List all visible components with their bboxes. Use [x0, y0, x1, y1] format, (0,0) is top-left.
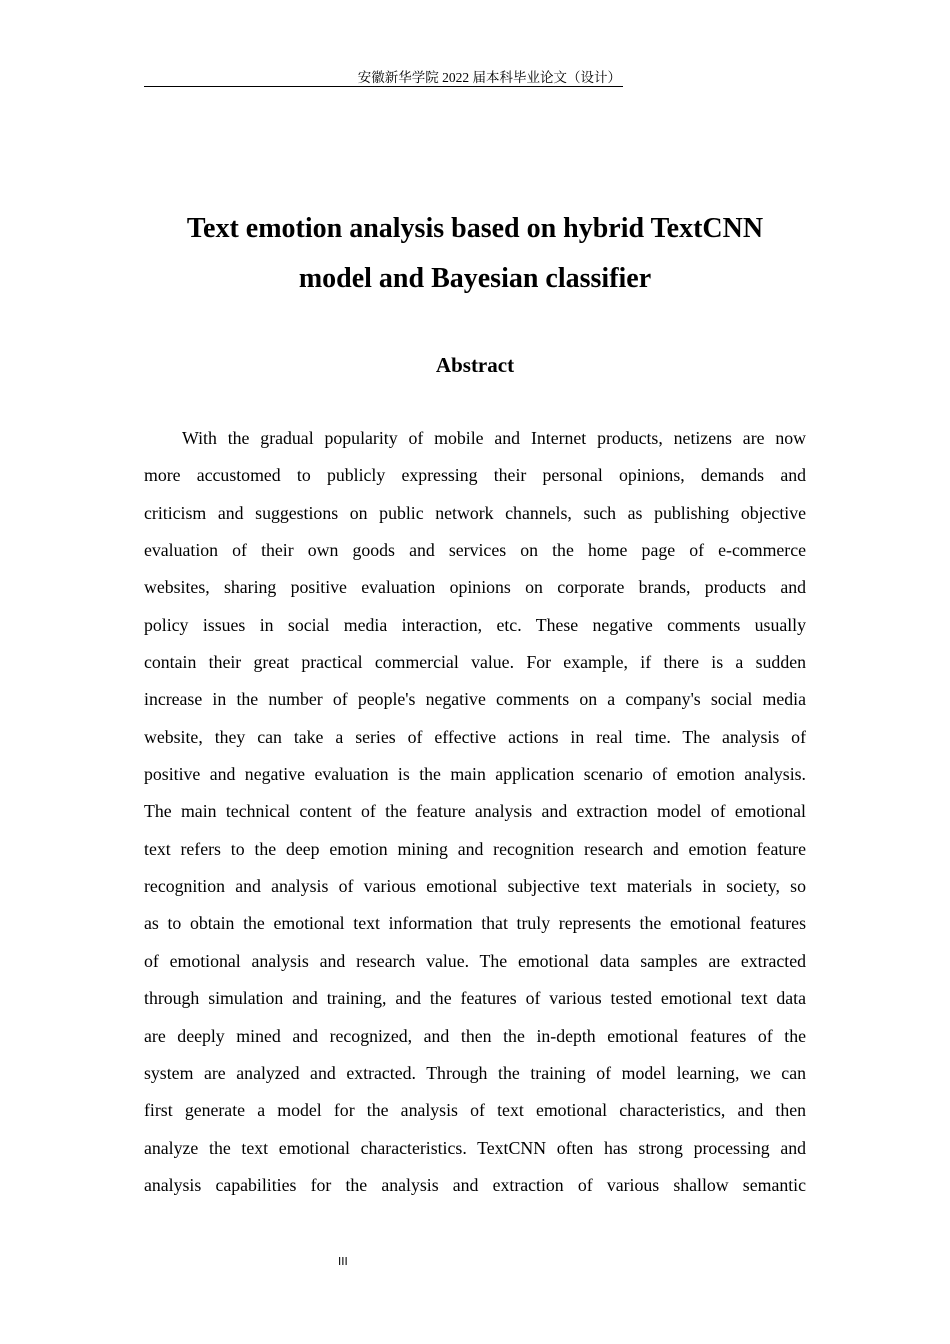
- abstract-line-text: websites, sharing positive evaluation opinions on corporate brands, products and: [144, 577, 806, 598]
- title-line-2: model and Bayesian classifier: [298, 263, 652, 294]
- abstract-line: [144, 756, 806, 793]
- abstract-line: [144, 569, 806, 606]
- abstract-line: [144, 1130, 806, 1167]
- abstract-line-text: increase in the number of people's negative comments on a company's social media: [144, 689, 806, 710]
- abstract-line: [144, 831, 806, 868]
- abstract-line: [144, 1167, 806, 1204]
- abstract-heading: Abstract: [435, 353, 515, 377]
- page-header: [144, 68, 623, 87]
- abstract-line-text: recognition and analysis of various emotional subjective text materials in society, so: [144, 876, 806, 897]
- abstract-line: [144, 1092, 806, 1129]
- abstract-line: [144, 793, 806, 830]
- abstract-line: [144, 905, 806, 942]
- abstract-line-text: positive and negative evaluation is the main application scenario of emotion analysis.: [144, 764, 806, 785]
- abstract-line: [144, 719, 806, 756]
- abstract-line-text: criticism and suggestions on public network channels, such as publishing objective: [144, 502, 806, 523]
- abstract-line: [144, 868, 806, 905]
- abstract-line-text: system are analyzed and extracted. Through the training of model learning, we can: [144, 1062, 806, 1083]
- abstract-line-text: policy issues in social media interaction, etc. These negative comments usually: [144, 614, 806, 635]
- abstract-line: [144, 681, 806, 718]
- abstract-line: [144, 495, 806, 532]
- abstract-line-text: evaluation of their own goods and services on the home page of e-commerce: [144, 540, 806, 561]
- abstract-line-text: are deeply mined and recognized, and then the in-depth emotional features of the: [144, 1025, 806, 1046]
- abstract-line-text: text refers to the deep emotion mining and recognition research and emotion feature: [144, 838, 806, 859]
- abstract-line-text: analysis capabilities for the analysis and extraction of various shallow semantic: [144, 1174, 806, 1195]
- paper-title: [144, 204, 806, 304]
- abstract-line-text: The main technical content of the feature analysis and extraction model of emotional: [144, 801, 806, 822]
- abstract-line-text: With the gradual popularity of mobile and Internet products, netizens are now: [182, 428, 806, 448]
- abstract-line: [144, 532, 806, 569]
- abstract-line: [144, 1055, 806, 1092]
- abstract-line-text: more accustomed to publicly expressing their personal opinions, demands and: [144, 465, 806, 486]
- title-line-1: Text emotion analysis based on hybrid TextCNN: [186, 213, 764, 244]
- abstract-body: [144, 420, 806, 1210]
- abstract-line: [144, 943, 806, 980]
- abstract-line: [144, 1018, 806, 1055]
- header-text: 安徽新华学院 2022 届本科毕业论文（设计）: [357, 70, 621, 85]
- abstract-line-text: analyze the text emotional characteristics. TextCNN often has strong processing and: [144, 1137, 806, 1158]
- abstract-line: [144, 980, 806, 1017]
- abstract-line-text: of emotional analysis and research value. The emotional data samples are extracted: [144, 950, 806, 971]
- abstract-line: [144, 457, 806, 494]
- abstract-line: [144, 607, 806, 644]
- abstract-line-text: website, they can take a series of effective actions in real time. The analysis of: [144, 726, 806, 747]
- abstract-line: [144, 644, 806, 681]
- abstract-line-text: as to obtain the emotional text information that truly represents the emotional features: [144, 913, 806, 934]
- abstract-line: [144, 420, 806, 457]
- abstract-line-text: contain their great practical commercial value. For example, if there is a sudden: [144, 652, 806, 673]
- abstract-line-text: first generate a model for the analysis of text emotional characteristics, and then: [144, 1100, 806, 1121]
- abstract-line-text: through simulation and training, and the features of various tested emotional text data: [144, 988, 806, 1009]
- page-number: III: [338, 1255, 348, 1268]
